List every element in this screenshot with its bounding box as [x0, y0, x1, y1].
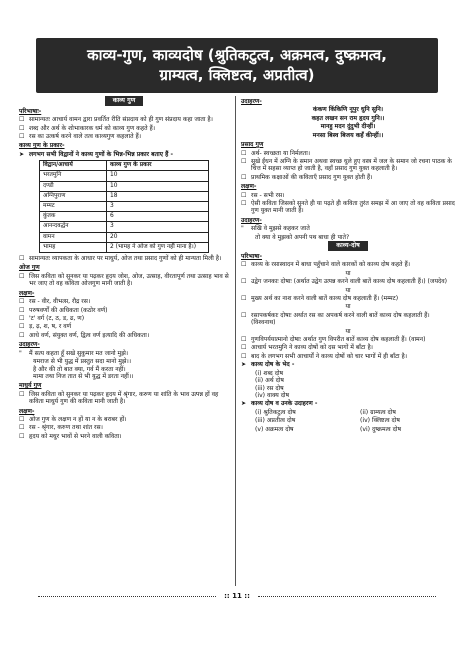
verse-line: कंकण किंकिणि नूपुर धुनि सुनि। [312, 106, 384, 114]
heading-lakshan: लक्षण- [19, 289, 35, 297]
table-row: दण्डी 10 [40, 181, 209, 191]
list-item: ☐ बाद के लगभग सभी आचार्यों ने काव्य दोषों को चार भागों में ही बाँटा है। [241, 352, 408, 360]
list-item: ☐ गुणविपर्ययात्मानो दोषाः अर्थात गुण विपरीत बातें काव्य दोष कहलाती हैं। (वामन) [241, 336, 426, 344]
footer-rule-right [258, 596, 436, 597]
table-row: भरतमुनि 10 [40, 171, 209, 181]
verse-line: है और की तो बात क्या, गर्व मैं करता नहीं। [33, 365, 126, 373]
heading-udaharan: उदाहरण- [241, 216, 262, 224]
heading-udaharan: उदाहरण- [241, 98, 262, 105]
verse-line: मामा तथा निज तात से भी युद्ध में डरता नहीं।। [33, 372, 134, 380]
table-row: आनन्दवर्द्धन 3 [40, 222, 209, 232]
right-column [241, 96, 455, 433]
verse-line: यमराज से भी युद्ध में प्रस्तुत सदा मानो मुझे।। [33, 358, 132, 366]
checkbox-bullet-icon: ☐ [19, 424, 25, 432]
section-badge-kavya-gun: काव्य गुण [105, 96, 144, 106]
table-row: कुंतक 6 [40, 212, 209, 222]
list-item: ☐ 'ट' वर्ग (ट, ठ, ड, ढ, ण) [19, 314, 85, 322]
checkbox-bullet-icon: ☐ [241, 200, 247, 208]
list-item: ☐ जिस कविता को सुनकर या पढ़कर हृदय में श्रृंगार, करुण या शांति के भाव उत्पन्न हों वह कविता माधुर्य गुण की कविता मानी जाती है। [19, 390, 219, 406]
checkbox-bullet-icon: ☐ [241, 173, 247, 181]
arrow-bullet-icon: ➤ [241, 400, 247, 408]
list-item: (iii) अप्रतीत्व दोष [255, 417, 296, 425]
checkbox-bullet-icon: ☐ [19, 124, 25, 132]
verse-line: मानहु मदन दुंदुभी दीन्हीं। [320, 123, 376, 131]
list-item: ☐ आधे वर्ण, संयुक्त वर्ण, द्वित्व वर्ण इत्यादि की अधिकता। [19, 331, 150, 339]
heading-oj-gun: ओज गुण [19, 264, 40, 272]
list-item: (i) शब्द दोष [255, 369, 284, 377]
list-item: (i) श्रुतिकटुत्व दोष [255, 408, 296, 416]
checkbox-bullet-icon: ☐ [19, 298, 25, 306]
or-separator: या [345, 303, 351, 311]
quote-icon: " [19, 349, 22, 357]
list-item: ☐ शब्द और अर्थ के शोभाकारक धर्म को काव्य गुण कहते हैं। [19, 124, 156, 132]
heading-lakshan: लक्षण- [241, 183, 257, 191]
list-item: ☐ सूखे ईंधन में अग्नि के समान अथवा स्वच्छ धुले हुए वस्त्र में जल के समान जो रचना पाठक के चित्त में सहसा व्याप्त हो जाती है, वहाँ प्रसाद गुण युक्त कहलाती है। [241, 157, 452, 173]
table-header: काव्य गुण के प्रकार [107, 161, 209, 171]
checkbox-bullet-icon: ☐ [19, 255, 25, 263]
heading-udaharan: उदाहरण- [19, 341, 40, 349]
list-item: ☐ हृदय को मधुर भावों से भरने वाली कविता। [19, 432, 122, 440]
heading-paribhasha: परिभाषाः- [19, 107, 42, 115]
verse-line: मनसा बिस्व बिजय कहँ कीन्हीं।। [312, 131, 384, 139]
page-number: :: 11 :: [224, 592, 250, 600]
banner-line-2: ग्राम्यत्व, क्लिष्टत्व, अप्रतीत्व) [159, 65, 315, 84]
checkbox-bullet-icon: ☐ [19, 323, 25, 331]
types-table [39, 160, 209, 253]
list-item: (iv) वाक्य दोष [255, 392, 290, 400]
heading-prasad-gun: प्रसाद गुण [241, 141, 264, 149]
list-item: ➤ काव्य दोष व उनके उदाहरण - [241, 400, 318, 408]
table-header: विद्वान/आचार्य [40, 161, 107, 171]
list-item: ☐ परुषवर्णों की अधिकता (कठोर वर्ण) [19, 306, 108, 314]
checkbox-bullet-icon: ☐ [19, 416, 25, 424]
list-item: (v) अक्रमत्व दोष [255, 425, 294, 433]
checkbox-bullet-icon: ☐ [241, 278, 247, 286]
list-item: (ii) ग्राम्यत्व दोष [360, 408, 396, 416]
table-row: वामन 20 [40, 232, 209, 242]
checkbox-bullet-icon: ☐ [241, 336, 247, 344]
list-item: (vi) दुष्क्रमत्व दोष [360, 425, 401, 433]
list-item: ☐ जिस कविता को सुनकर या पढ़कर हृदय जोश, ओज, उत्साह, वीरतापूर्ण तथा उत्साह भाव से भर जाए तो वह कविता ओजगुण मानी जाती है। [19, 272, 229, 288]
list-item: ➤ काव्य दोष के भेद - [241, 361, 295, 369]
list-item: ☐ ऐसी कविता जिसको सुनते ही या पढ़ते ही कविता तुरंत समझ में आ जाए तो वह कविता प्रसाद गुण युक्त मानी जाती है। [241, 200, 455, 215]
list-item: ☐ सामान्यतः व्यापकता के आधार पर माधुर्य, ओज तथा प्रसाद गुणों को ही मान्यता मिली है। [19, 255, 222, 263]
or-separator: या [345, 286, 351, 294]
checkbox-bullet-icon: ☐ [19, 390, 25, 398]
list-item: ☐ रस - वीर, वीभत्स, रौद्र रस। [19, 298, 91, 306]
checkbox-bullet-icon: ☐ [19, 432, 25, 440]
verse-line: " मैं सत्य कहता हूँ सखे सुकुमार मत जानो मुझे। [19, 349, 129, 357]
heading-madhurya-gun: माधुर्य गुण [19, 382, 42, 390]
heading-lakshan: लक्षण- [19, 407, 35, 415]
table-row: भामह 2 (भामह ने ओज को गुण नहीं माना है।) [40, 242, 209, 252]
checkbox-bullet-icon: ☐ [241, 261, 247, 269]
list-item: ☐ रस - श्रृंगार, करुण तथा शांत रस। [19, 424, 103, 432]
heading-paribhasha: परिभाषा- [241, 252, 263, 260]
checkbox-bullet-icon: ☐ [241, 157, 247, 165]
column-divider [235, 96, 236, 586]
checkbox-bullet-icon: ☐ [19, 306, 25, 314]
verse-line: कहत लखन सन राम हृदय गुनि।। [311, 114, 385, 122]
list-item: ☐ रस का उत्कर्ष करने वाले तत्व काव्यगुण कहलाते हैं। [19, 132, 142, 140]
list-item: (iii) रस दोष [255, 384, 284, 392]
list-item: ☐ रस - सभी रस। [241, 191, 285, 199]
checkbox-bullet-icon: ☐ [19, 116, 25, 124]
table-row: मम्मट 3 [40, 202, 209, 212]
list-item: (ii) अर्थ दोष [255, 377, 284, 385]
list-item: ☐ सामान्यतः आचार्य वामन द्वारा प्रवर्तित रीति संप्रदाय को ही गुण संप्रदाय कहा जाता है। [19, 116, 213, 124]
heading-types: काव्य गुण के प्रकार- [19, 142, 65, 150]
list-item: ➤ लगभग सभी विद्वानों ने काव्य गुणों के भिन्न-भिन्न प्रकार बताए हैं - [19, 150, 174, 158]
left-column [19, 96, 229, 441]
verse-line: तो क्या वे मुझको अपनी पथ बाधा ही पाते? [255, 233, 350, 241]
checkbox-bullet-icon: ☐ [19, 272, 25, 280]
list-item: (iv) क्लिष्टत्व दोष [360, 417, 400, 425]
list-item: ☐ प्राथमिक कक्षाओं की कविताएँ प्रसाद गुण युक्त होती हैं। [241, 173, 373, 181]
section-badge-kavya-dosh: काव्य-दोष [328, 241, 368, 251]
checkbox-bullet-icon: ☐ [241, 294, 247, 302]
page-banner [36, 38, 438, 93]
table-row: अग्निपुराण 18 [40, 191, 209, 201]
checkbox-bullet-icon: ☐ [241, 352, 247, 360]
page-footer [0, 592, 474, 601]
or-separator: या [345, 269, 351, 277]
checkbox-bullet-icon: ☐ [241, 344, 247, 352]
list-item: ☐ रसापकर्षकाः दोषाः अर्थात रस का अपकर्ष करने वाली बातें काव्य दोष कहलाती हैं। (विश्वनाथ) [241, 311, 430, 327]
list-item: ☐ अर्थ- स्वच्छता या निर्मलता। [241, 149, 311, 157]
checkbox-bullet-icon: ☐ [19, 314, 25, 322]
checkbox-bullet-icon: ☐ [241, 191, 247, 199]
banner-line-1: काव्य-गुण, काव्यदोष (श्रुतिकटुत्व, अक्रमत्व, दुष्क्रमत्व, [87, 46, 387, 64]
dosh-examples-grid [241, 409, 455, 433]
verse-line: " सखि वे मुझसे कहकर जाते [241, 225, 310, 233]
or-separator: या [345, 327, 351, 335]
footer-rule-left [38, 596, 216, 597]
arrow-bullet-icon: ➤ [19, 150, 25, 158]
list-item: ☐ ओज गुण के लक्षण न हों या न के बराबर हों। [19, 416, 127, 424]
list-item: ☐ उद्वेग जनकाः दोषाः (अर्थात उद्वेग उत्पन्न करने वाली बातें काव्य दोष कहलाती हैं।) (जयदेव) [241, 278, 447, 286]
checkbox-bullet-icon: ☐ [241, 311, 247, 319]
arrow-bullet-icon: ➤ [241, 361, 247, 369]
list-item: ☐ आचार्य भरतमुनि ने काव्य दोषों को दस भागों में बाँटा है। [241, 344, 373, 352]
quote-icon: " [241, 225, 244, 233]
table-header-row [40, 161, 209, 171]
checkbox-bullet-icon: ☐ [19, 331, 25, 339]
list-item: ☐ काव्य के रसास्वादन में बाधा पहुँचाने वाले कारकों को काव्य दोष कहते हैं। [241, 261, 411, 269]
checkbox-bullet-icon: ☐ [19, 132, 25, 140]
list-item: ☐ ड़, ढ़, श, ष, र वर्ण [19, 323, 72, 331]
list-item: ☐ मुख्य अर्थ का नाश करने वाली बातें काव्य दोष कहलाती हैं। (मम्मट) [241, 294, 399, 302]
checkbox-bullet-icon: ☐ [241, 149, 247, 157]
